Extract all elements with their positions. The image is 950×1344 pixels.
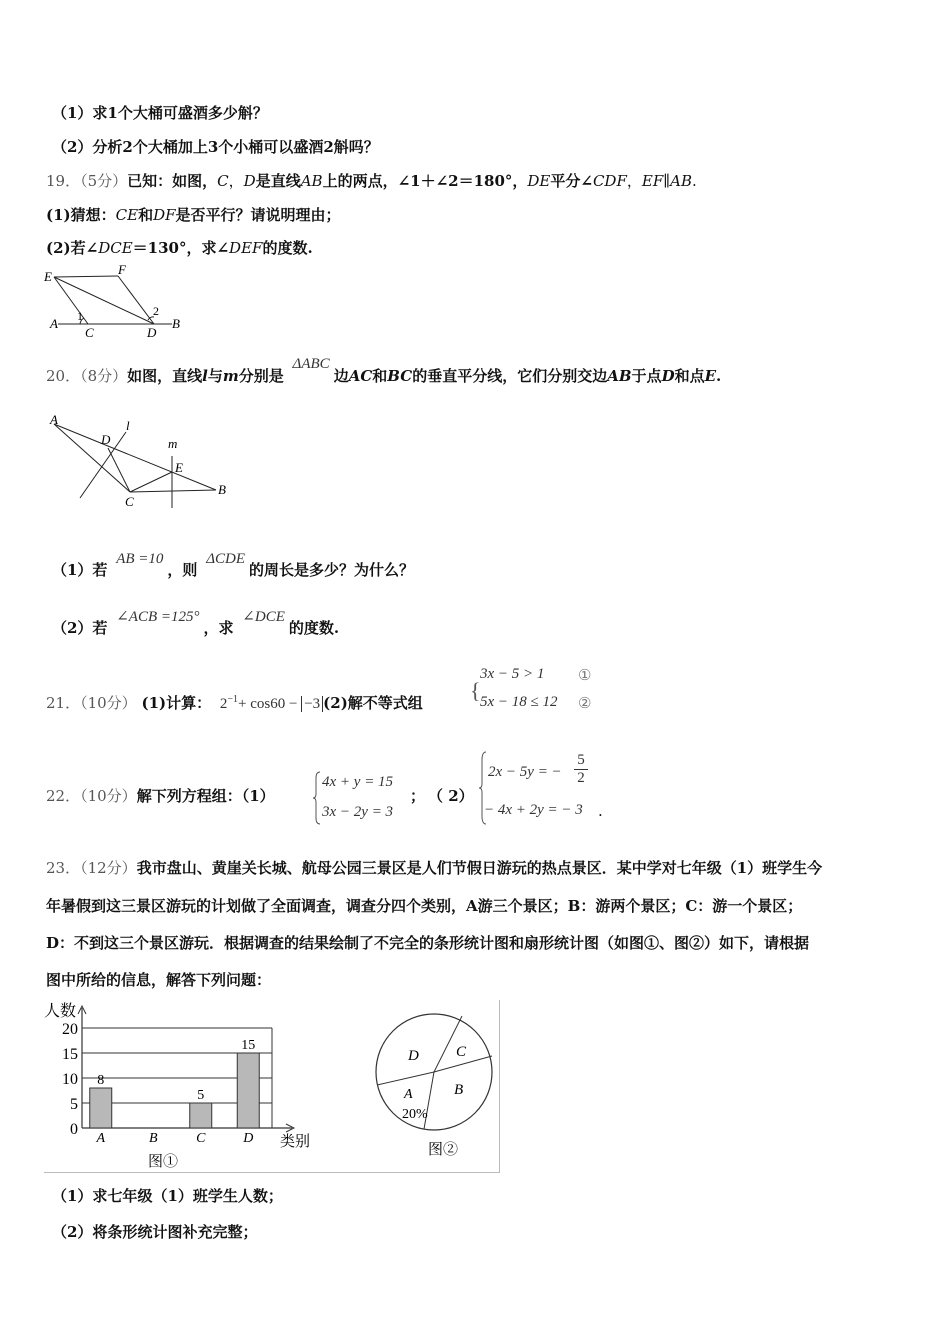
- label-e: E: [175, 460, 183, 475]
- q18-part2: （2）分析2个大桶加上3个小桶可以盛酒2斛吗？: [52, 138, 379, 156]
- q22-separator: ；: [410, 787, 426, 805]
- q21-score: （10分）: [80, 694, 137, 712]
- label-e: E: [44, 269, 52, 284]
- q21-ineq1: 3x − 5 > 1: [480, 666, 545, 682]
- segment-ac: [54, 424, 130, 492]
- pie-annotation-a: 20%: [402, 1107, 428, 1122]
- chart-title: 图①: [148, 1154, 179, 1170]
- label-c: C: [85, 325, 94, 340]
- segment-ef: [54, 276, 118, 277]
- brace-icon: [312, 768, 322, 828]
- q20-angle-dce: ∠DCE: [242, 609, 285, 625]
- x-tick-label-C: C: [196, 1131, 206, 1146]
- label-b: B: [218, 482, 226, 497]
- q22-score: （10分）: [80, 787, 137, 805]
- q23-bar-chart: [44, 1000, 344, 1172]
- segment-fd: [118, 276, 154, 324]
- label-f: F: [118, 262, 126, 277]
- q19-figure: [40, 262, 200, 340]
- pie-label-c: C: [456, 1044, 467, 1060]
- q22-number: 22．: [46, 787, 81, 805]
- q20-part1: （1）若 AB =10，则 ΔCDE的周长是多少？为什么？: [52, 551, 415, 579]
- q23-part1: （1）求七年级（1）班学生人数；: [52, 1187, 283, 1205]
- x-tick-label-B: B: [148, 1131, 158, 1146]
- label-d: D: [101, 432, 111, 447]
- label-m: m: [168, 436, 178, 451]
- q20-ab-eq: AB =10: [116, 551, 164, 567]
- label-a: A: [50, 316, 58, 331]
- label-a: A: [50, 412, 58, 427]
- y-tick-label: 0: [70, 1121, 78, 1138]
- q22-sys2-eq2: − 4x + 2y = − 3: [484, 802, 583, 818]
- pie-chart-title: 图②: [428, 1142, 459, 1158]
- q22-stem: 22．（10分）解下列方程组：（1）: [46, 787, 275, 805]
- q18-part1: （1）求1个大桶可盛酒多少斛？: [52, 104, 268, 122]
- q23-line2: 年暑假到这三景区游玩的计划做了全面调查，调查分四个类别，A游三个景区；B：游两个景区；C：游一个景区；: [46, 897, 803, 915]
- y-tick-label: 20: [62, 1021, 78, 1038]
- q22-system2: [478, 748, 608, 828]
- q22-system1: [312, 768, 412, 828]
- q23-part2: （2）将条形统计图补充完整；: [52, 1223, 258, 1241]
- q22-sys1-eq2: 3x − 2y = 3: [322, 804, 394, 820]
- q20-score: （8分）: [80, 367, 128, 385]
- q19-number: 19．: [46, 172, 81, 190]
- y-tick-label: 15: [62, 1046, 78, 1063]
- q21-mark2: ②: [578, 694, 592, 712]
- q20-triangle-cde: ΔCDE: [206, 551, 246, 567]
- pie-label-b: B: [454, 1082, 464, 1098]
- q22-p1-label: （1）: [241, 787, 275, 805]
- q22-fraction: 5 2: [574, 752, 588, 787]
- q23-score: （12分）: [80, 859, 137, 877]
- label-b: B: [172, 316, 180, 331]
- segment-dc: [108, 448, 130, 492]
- q21-p1-label: (1)计算：: [141, 694, 212, 712]
- q19-stem: 19．（5分）已知：如图，C，D是直线AB上的两点，∠1＋∠2＝180°，DE平分∠CDF，EF∥AB.: [46, 172, 697, 190]
- label-c: C: [125, 494, 134, 509]
- q23-line3: D：不到这三个景区游玩．根据调查的结果绘制了不完全的条形统计图和扇形统计图（如图①、图②）如下，请根据: [46, 934, 810, 952]
- q20-angle-acb: ∠ACB =125°: [116, 609, 200, 625]
- segment-ed: [54, 277, 154, 324]
- q21-expression: $2^{-1}+ \cos 60 - -3$: [220, 696, 323, 712]
- q20-figure: [44, 412, 244, 512]
- y-tick-label: 10: [62, 1071, 78, 1088]
- bar-value-label-C: 5: [197, 1088, 205, 1103]
- q21-number: 21．: [46, 694, 81, 712]
- q22-sys1-eq1: 4x + y = 15: [322, 774, 394, 790]
- x-tick-label-D: D: [243, 1131, 254, 1146]
- bar-A: [90, 1088, 112, 1128]
- q23-pie-chart: [370, 1010, 500, 1170]
- q19-part2: (2)若∠DCE＝130°，求∠DEF的度数.: [46, 239, 313, 257]
- bar-C: [190, 1103, 212, 1128]
- pie-label-d: D: [408, 1048, 419, 1064]
- bar-D: [237, 1053, 259, 1128]
- q20-number: 20．: [46, 367, 81, 385]
- q21-stem: [46, 690, 423, 714]
- x-axis-label: 类别: [280, 1134, 311, 1150]
- label-l: l: [126, 418, 130, 433]
- q20-triangle-abc: ΔABC: [292, 356, 330, 372]
- y-tick-label: 5: [70, 1096, 78, 1113]
- q23-number: 23．: [46, 859, 81, 877]
- q20-part2: （2）若 ∠ACB =125°，求 ∠DCE的度数.: [52, 609, 340, 637]
- q23-line1: 23．（12分）我市盘山、黄崖关长城、航母公园三景区是人们节假日游玩的热点景区．某中学对七年级（1）班学生今: [46, 859, 823, 877]
- q22-p2-label: （ 2）: [428, 787, 474, 805]
- q20-stem: 20．（8分）如图，直线l与m分别是 ΔABC边AC和BC的垂直平分线，它们分别交边AB于点D和点E.: [46, 356, 722, 385]
- label-1: 1: [77, 309, 83, 323]
- segment-cb: [130, 490, 216, 492]
- q19-part1: (1)猜想：CE和DF是否平行？请说明理由；: [46, 206, 341, 224]
- q21-inequality-system: [470, 664, 610, 720]
- segment-ec: [130, 472, 172, 492]
- x-tick-label-A: A: [96, 1131, 106, 1146]
- y-axis-label: 人数: [44, 1003, 77, 1020]
- q21-mark1: ①: [578, 666, 592, 684]
- brace-icon: {: [470, 678, 481, 703]
- q21-p2-label: (2)解不等式组: [323, 694, 423, 712]
- pie-divider-ad: [377, 1072, 434, 1085]
- bar-value-label-A: 8: [97, 1073, 105, 1088]
- q22-end: .: [598, 802, 603, 820]
- q21-ineq2: 5x − 18 ≤ 12: [480, 694, 558, 710]
- q23-line4: 图中所给的信息，解答下列问题：: [46, 971, 272, 989]
- q22-sys2-eq1: 2x − 5y = −: [488, 764, 562, 780]
- q19-score: （5分）: [80, 172, 128, 190]
- label-2: 2: [153, 304, 159, 318]
- segment-ab: [54, 424, 216, 490]
- bar-value-label-D: 15: [241, 1038, 256, 1053]
- label-d: D: [147, 325, 157, 340]
- pie-label-a: A: [404, 1087, 413, 1102]
